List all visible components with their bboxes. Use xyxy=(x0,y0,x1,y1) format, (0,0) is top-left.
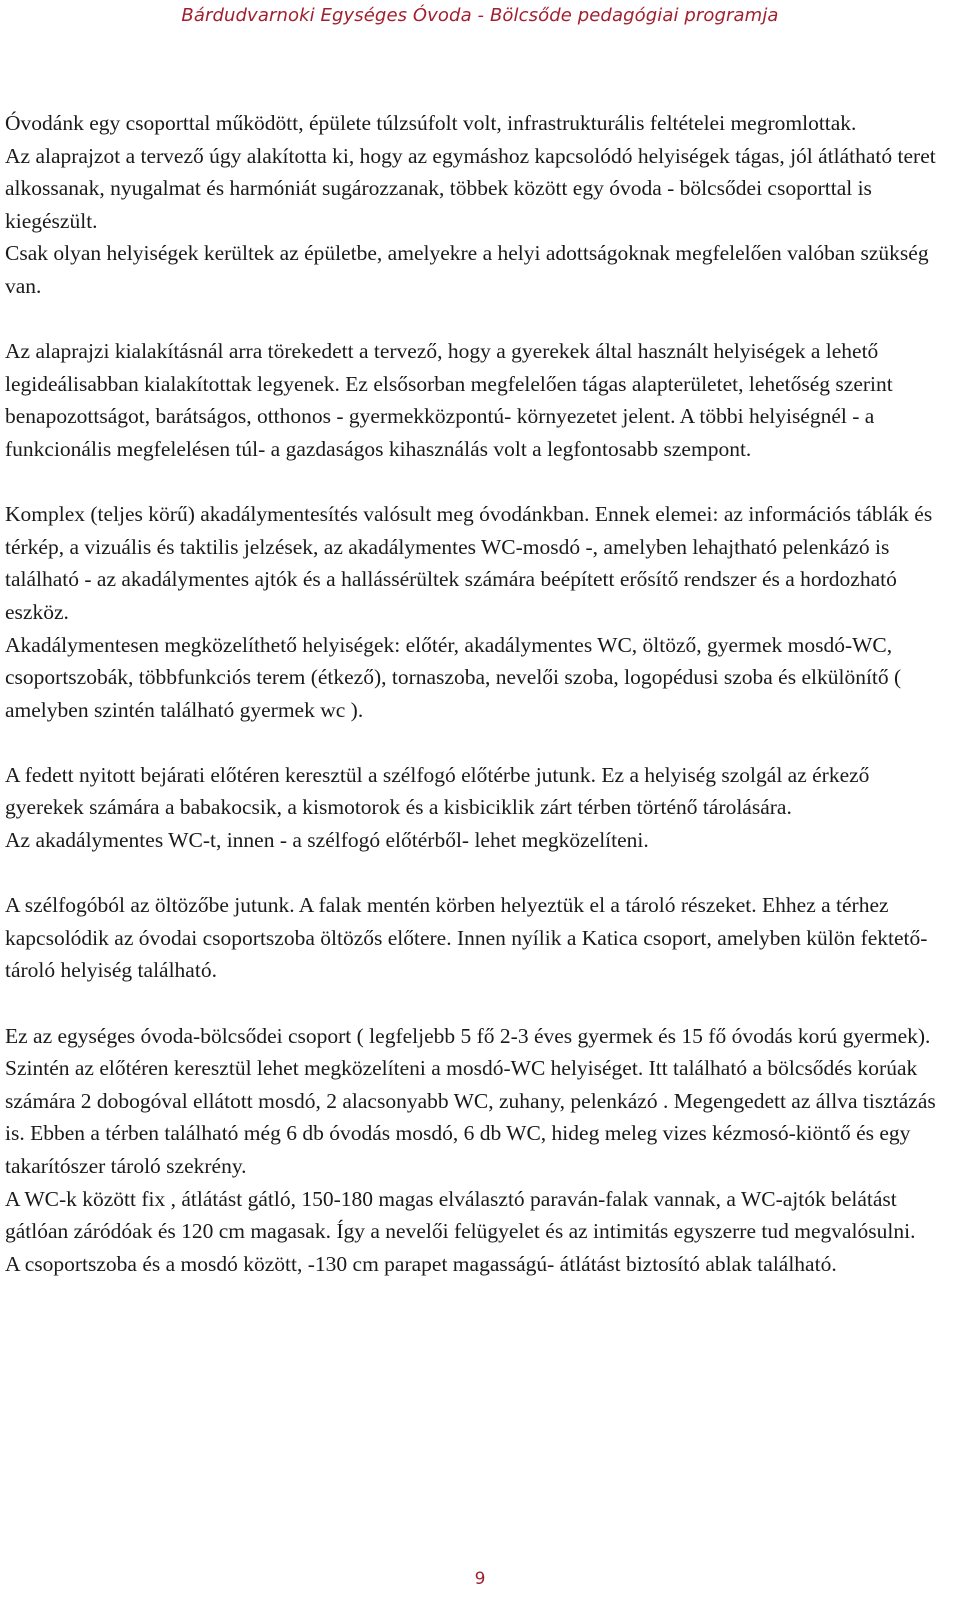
paragraph: Az alaprajzot a tervező úgy alakította ki, hogy az egymáshoz kapcsolódó helyiségek tágas, jól átlátható teret alkossanak, nyugalmat és harmóniát sugározzanak, többek között egy óvoda - bölcsődei csoporttal is kiegészült. xyxy=(5,143,936,233)
paragraph: Komplex (teljes körű) akadálymentesítés valósult meg óvodánkban. Ennek elemei: az információs táblák és térkép, a vizuális és taktilis jelzések, az akadálymentes WC-mosdó -, amelyben lehajtható pelenkázó is található - az akadálymentes ajtók és a hallássérültek számára beépített erősítő rendszer és a hordozható eszköz. xyxy=(5,502,933,624)
paragraph: A szélfogóból az öltözőbe jutunk. A falak mentén körben helyeztük el a tároló részeket. Ehhez a térhez kapcsolódik az óvodai csoportszoba öltözős előtere. Innen nyílik a Katica csoport, amelyben külön fektető-tároló helyiség található. xyxy=(5,893,928,983)
body-text xyxy=(5,107,953,1280)
paragraph: Az alaprajzi kialakításnál arra törekedett a tervező, hogy a gyerekek által használt helyiségek a lehető legideálisabban kialakítottak legyenek. Ez elsősorban megfelelően tágas alapterületet, lehetőség szerint benapozottságot, barátságos, otthonos - gyermekközpontú- környezetet jelent. A többi helyiségnél - a funkcionális megfelelésen túl- a gazdaságos kihasználás volt a legfontosabb szempont. xyxy=(5,339,893,461)
paragraph: Óvodánk egy csoporttal működött, épülete túlzsúfolt volt, infrastrukturális feltételei megromlottak. xyxy=(5,111,857,135)
paragraph: Ez az egységes óvoda-bölcsődei csoport ( legfeljebb 5 fő 2-3 éves gyermek és 15 fő óvodás korú gyermek). Szintén az előtéren keresztül lehet megközelíteni a mosdó-WC helyiséget. Itt található a bölcsődés korúak számára 2 dobogóval ellátott mosdó, 2 alacsonyabb WC, zuhany, pelenkázó . Megengedett az állva tisztázás is. Ebben a térben található még 6 db óvodás mosdó, 6 db WC, hideg meleg vizes kézmosó-kiöntő és egy takarítószer tároló szekrény. xyxy=(5,1023,936,1178)
paragraph: Akadálymentesen megközelíthető helyiségek: előtér, akadálymentes WC, öltöző, gyermek mosdó-WC, csoportszobák, többfunkciós terem (étkező), tornaszoba, nevelői szoba, logopédusi szoba és elkülönítő ( amelyben szintén található gyermek wc ). xyxy=(5,632,902,722)
page-number: 9 xyxy=(474,1569,486,1589)
paragraph: Csak olyan helyiségek kerültek az épületbe, amelyekre a helyi adottságoknak megfelelően valóban szükség van. xyxy=(5,241,929,298)
page-header xyxy=(0,0,960,36)
page-footer xyxy=(0,1569,960,1589)
paragraph: A fedett nyitott bejárati előtéren keresztül a szélfogó előtérbe jutunk. Ez a helyiség szolgál az érkező gyerekek számára a babakocsik, a kismotorok és a kisbiciklik zárt térben történő tárolására. xyxy=(5,762,870,820)
document-title: Bárdudvarnoki Egységes Óvoda - Bölcsőde pedagógiai programja xyxy=(181,5,779,26)
paragraph: Az akadálymentes WC-t, innen - a szélfogó előtérből- lehet megközelíteni. xyxy=(5,828,649,853)
paragraph: A csoportszoba és a mosdó között, -130 cm parapet magasságú- átlátást biztosító ablak található. xyxy=(5,1251,837,1276)
paragraph: A WC-k között fix , átlátást gátló, 150-180 magas elválasztó paraván-falak vannak, a WC-ajtók belátást gátlóan záródóak és 120 cm magasak. Így a nevelői felügyelet és az intimitás egyszerre tud megvalósulni. xyxy=(5,1186,916,1244)
